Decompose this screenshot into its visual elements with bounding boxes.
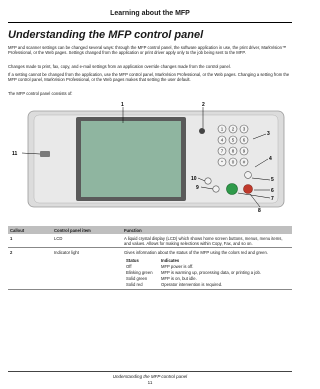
stop-button-icon: [244, 185, 253, 194]
section-title: Understanding the MFP control panel: [8, 29, 204, 41]
intro-paragraph-2: Changes made to print, fax, copy, and e-mail settings from an application override changes made from the control panel.: [8, 64, 231, 69]
table-header-row: [8, 226, 292, 234]
keypad-key-label: #: [242, 159, 246, 165]
col-item-header: Control panel item: [52, 226, 122, 234]
callout-3: 3: [267, 131, 270, 137]
row-callout: 2: [8, 248, 52, 289]
indicates-header: Indicates: [161, 257, 180, 263]
status-header: Status: [126, 257, 139, 263]
row-item: LCD: [52, 234, 122, 248]
status-table: [124, 257, 263, 287]
callout-7: 7: [271, 196, 274, 202]
status-value: Off: [126, 263, 132, 269]
col-function-header: Function: [122, 226, 292, 234]
keypad-key-label: 6: [242, 137, 246, 143]
row-callout: 1: [8, 234, 52, 248]
page-header-title: Learning about the MFP: [110, 10, 190, 17]
callout-8: 8: [258, 208, 261, 213]
page-number: 11: [147, 380, 153, 385]
control-panel-table: [8, 226, 292, 290]
callout-4: 4: [269, 156, 272, 162]
callout-6: 6: [271, 188, 274, 194]
control-panel-figure: [8, 101, 292, 213]
footer-rule: [8, 371, 292, 372]
status-meaning: MFP is warming up, processing data, or printing a job.: [161, 269, 262, 275]
row-function-text: Gives information about the status of the MFP using the colors red and green.: [124, 249, 269, 255]
intro-paragraph-3: If a setting cannot be changed from the application, use the MFP control panel, MarkVision Professional, or the Web pages. Changing a setting from the MFP control panel, MarkVision Professional, or the Web pages makes that setting the user default.: [8, 72, 290, 83]
keypad-key-label: 5: [231, 137, 235, 143]
row-item: Indicator light: [52, 248, 122, 289]
status-value: Solid red: [126, 281, 143, 287]
keypad-key-label: *: [221, 159, 223, 165]
table-row: [8, 234, 292, 248]
status-value: Blinking green: [126, 269, 153, 275]
keypad-key-label: 3: [242, 126, 246, 132]
callout-9: 9: [196, 185, 199, 191]
intro-paragraph-1: MFP and scanner settings can be changed several ways: through the MFP control panel, the software application in use, the print driver, MarkVision™ Professional, or the Web pages. Settings changed from the application or print driver apply only to the job being sent to the MFP.: [8, 45, 287, 56]
back-button-icon: [205, 178, 211, 184]
intro-paragraph-4: The MFP control panel consists of:: [8, 91, 73, 96]
row-function: A liquid crystal display (LCD) which shows home screen buttons, menus, menu items, and values. Allows for making selections within Copy, Fax, and so on.: [122, 234, 292, 248]
status-value: Solid green: [126, 275, 148, 281]
keypad-key-label: 4: [220, 137, 224, 143]
lcd-screen-icon: [81, 121, 181, 197]
col-callout-header: Callout: [8, 226, 52, 234]
callout-11: 11: [12, 151, 18, 157]
indicator-light-icon: [199, 128, 205, 134]
clear-button-icon: [245, 172, 252, 179]
footer-title: Understanding the MFP control panel: [112, 374, 188, 379]
keypad-key-label: 0: [231, 159, 235, 165]
table-row: [8, 248, 292, 289]
keypad-key-label: 7: [220, 148, 224, 154]
keypad-key-label: 1: [220, 126, 224, 132]
keypad-key-label: 9: [242, 148, 246, 154]
callout-10: 10: [191, 176, 197, 182]
row-function: [122, 248, 292, 289]
status-row: [124, 269, 263, 275]
callout-5: 5: [271, 177, 274, 183]
callout-1: 1: [121, 102, 124, 108]
keypad-key-label: 2: [231, 126, 235, 132]
keypad-key-label: 8: [231, 148, 235, 154]
start-button-icon: [227, 184, 238, 195]
status-row: [124, 281, 263, 287]
status-meaning: Operator intervention is required.: [161, 281, 223, 287]
usb-port-icon: [40, 151, 50, 157]
status-meaning: MFP is on, but idle.: [161, 275, 197, 281]
callout-2: 2: [202, 102, 205, 108]
header-rule: [8, 22, 292, 23]
home-button-icon: [213, 186, 219, 192]
status-meaning: MFP power is off.: [161, 263, 194, 269]
